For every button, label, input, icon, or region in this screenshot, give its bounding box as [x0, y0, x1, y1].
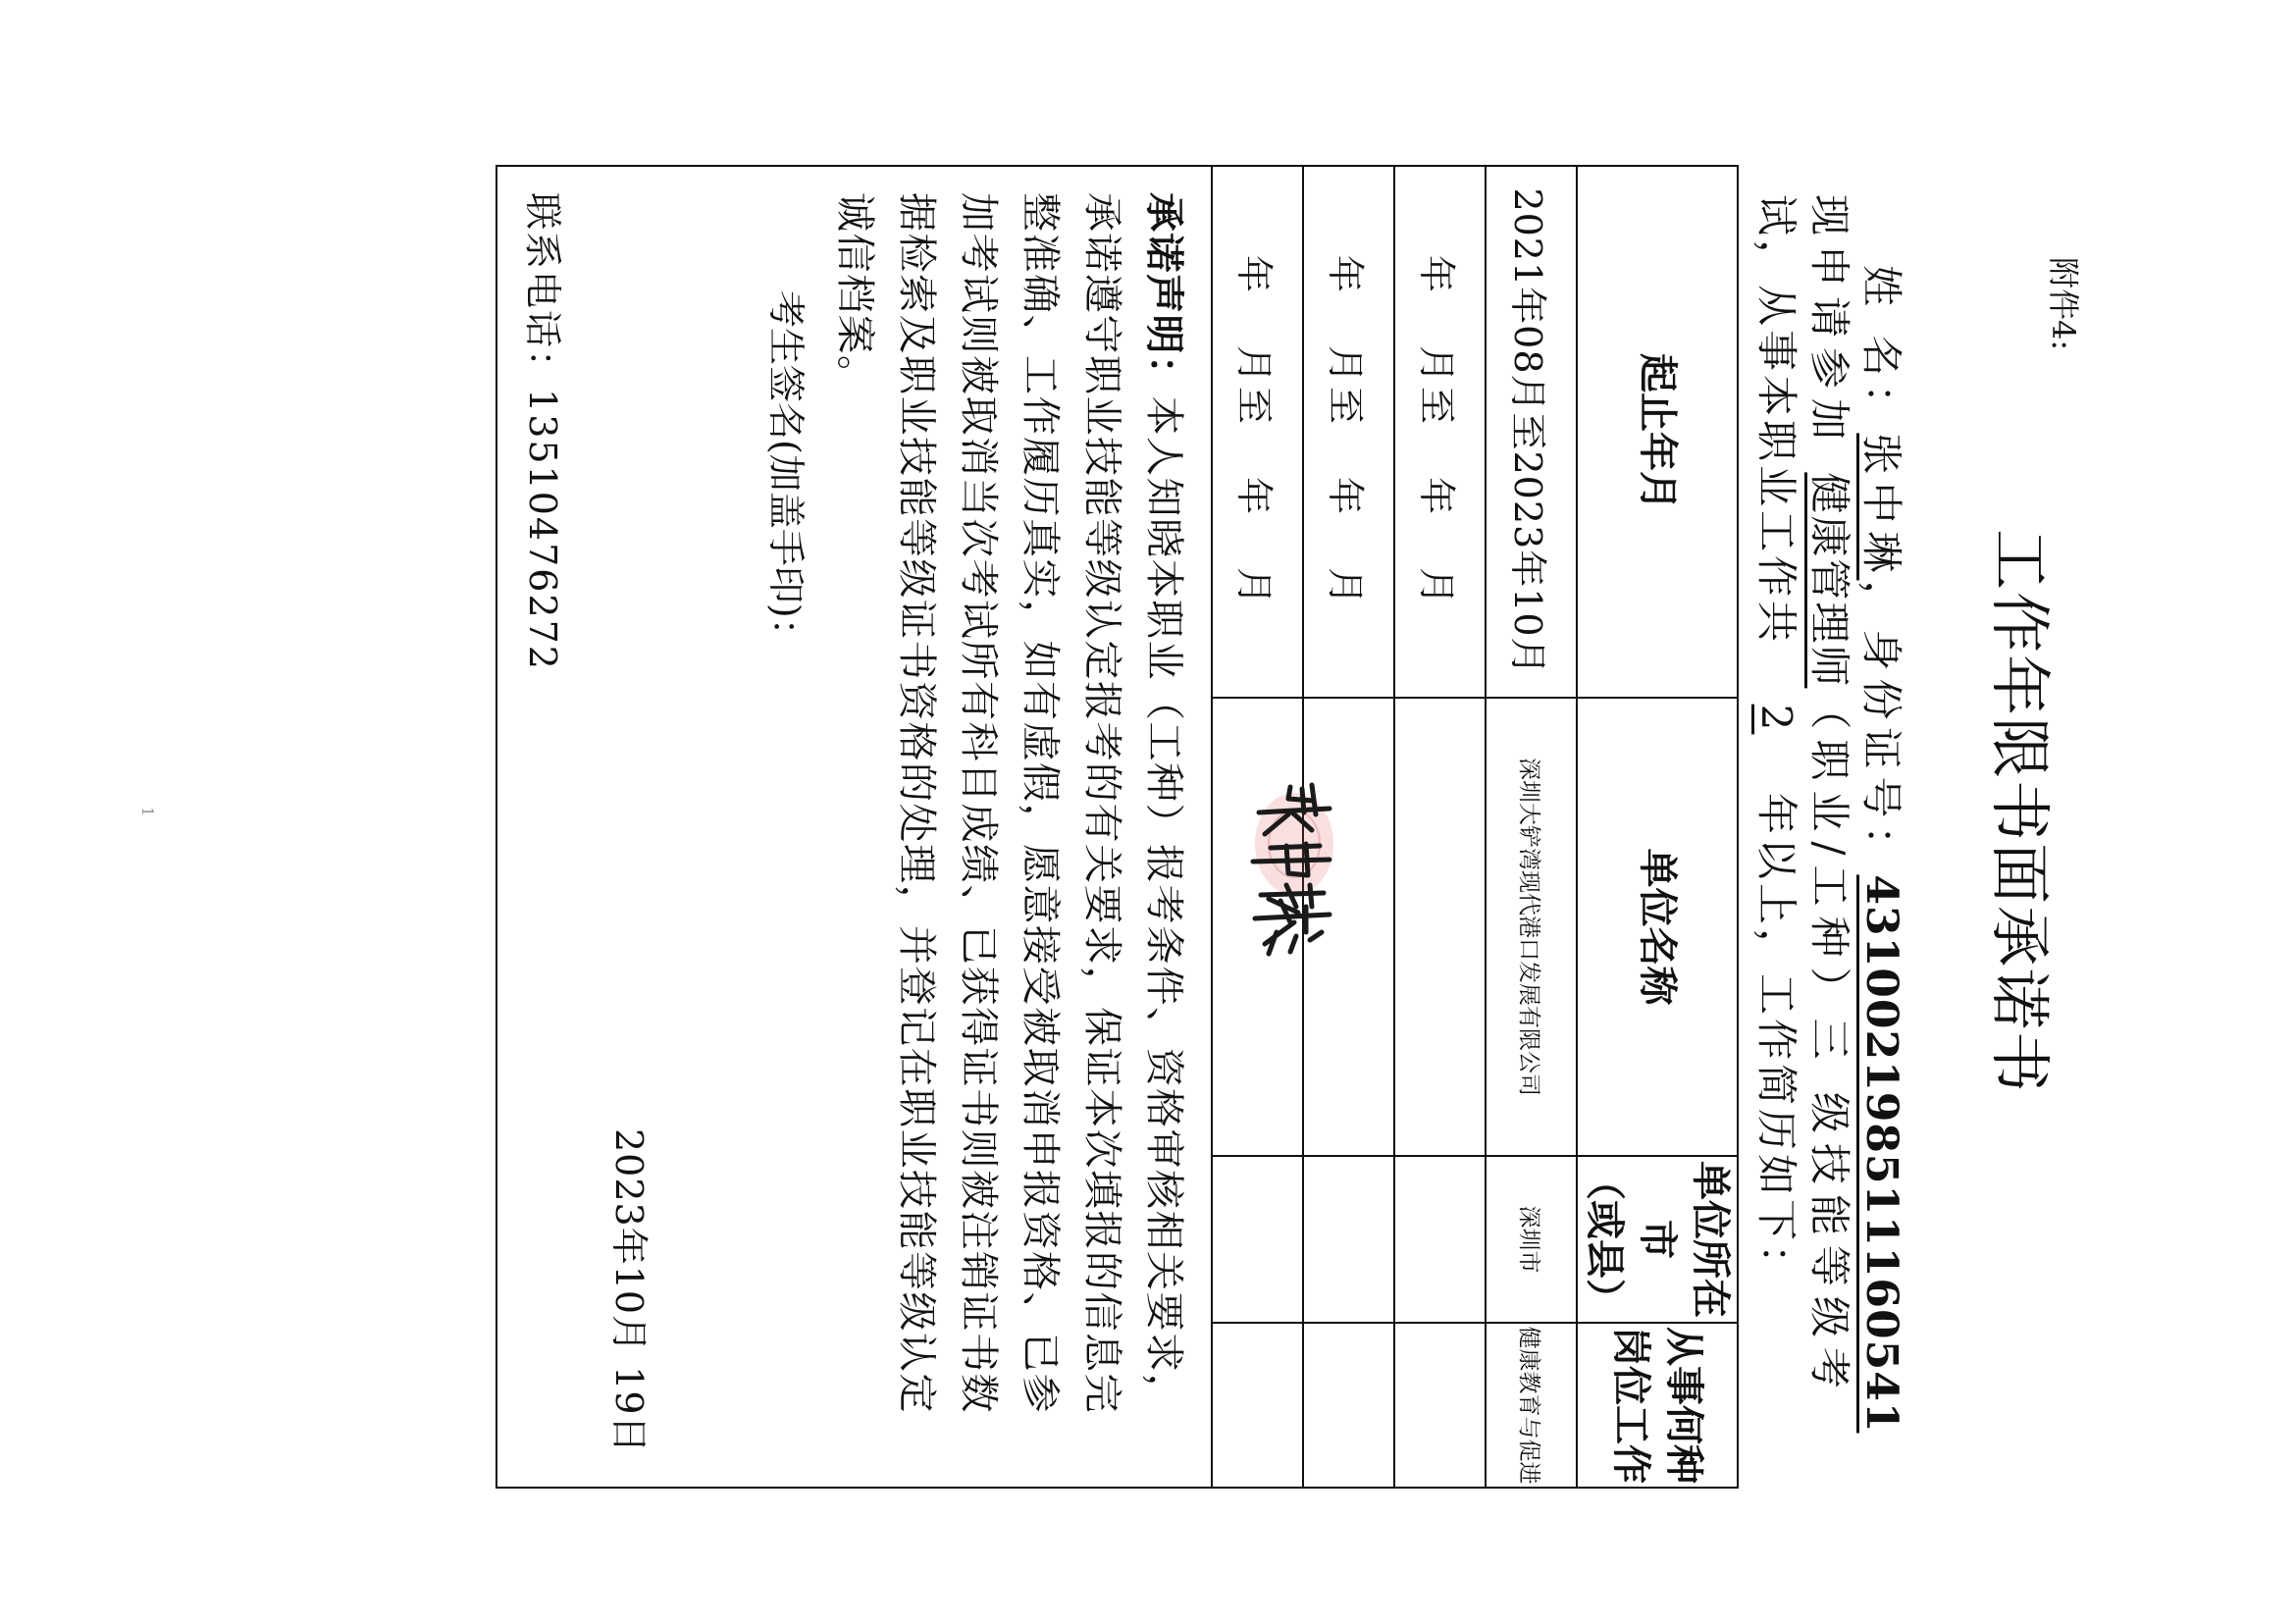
statement-row: [496, 166, 1212, 1488]
id-label: ，身份证号：: [1857, 580, 1905, 875]
document-title: 工作年限书面承诺书: [1984, 528, 2056, 1094]
page-marker: 1: [138, 807, 157, 817]
city-cell: [1212, 1156, 1303, 1323]
statement-date: 2023年10月 19日: [607, 1128, 651, 1454]
city-cell: [1303, 1156, 1394, 1323]
apply-suffix: （职业/工种）三 级技能等级考: [1805, 688, 1853, 1398]
phone-number: 13510476272: [521, 389, 564, 671]
table-row: [1394, 166, 1486, 1488]
period-cell: 年 月至 年 月: [1394, 166, 1486, 698]
company-cell: 深圳大铲湾现代港口发展有限公司: [1486, 698, 1577, 1156]
post-cell: [1303, 1323, 1394, 1488]
table-row: [1486, 166, 1577, 1488]
city-cell: [1394, 1156, 1486, 1323]
years-suffix: 年以上，工作简历如下：: [1752, 793, 1800, 1290]
header-period: 起止年月: [1577, 166, 1738, 698]
name-label: 姓 名：: [1857, 265, 1905, 434]
apply-prefix: 现申请参加: [1805, 194, 1853, 450]
statement-heading: 承诺声明：: [1141, 192, 1187, 396]
name-line: [1854, 265, 1913, 1433]
phone-label: 联系电话：: [521, 192, 564, 390]
years-prefix: 试，从事本职业工作共: [1752, 194, 1800, 647]
attachment-label: 附件4:: [2045, 257, 2082, 351]
apply-line: [1802, 194, 1861, 1398]
phone-line: [519, 192, 573, 671]
header-company: 单位名称: [1577, 698, 1738, 1156]
period-cell: 2021年08月至2023年10月: [1486, 166, 1577, 698]
company-cell: [1394, 698, 1486, 1156]
id-number: 431002198511160541: [1856, 874, 1906, 1434]
post-cell: 健康教育与促进: [1486, 1323, 1577, 1488]
table-header-row: [1577, 166, 1738, 1488]
period-cell: 年 月至 年 月: [1212, 166, 1303, 698]
signature-label: 考生签名(加盖手印)：: [764, 290, 808, 655]
statement-cell: [496, 166, 1212, 1488]
header-post: 从事何种 岗位工作: [1577, 1323, 1738, 1488]
work-history-table: [496, 165, 1739, 1489]
post-cell: [1394, 1323, 1486, 1488]
post-cell: [1212, 1323, 1303, 1488]
city-cell: 深圳市: [1486, 1156, 1577, 1323]
years-line: [1749, 194, 1808, 1289]
period-cell: 年 月至 年 月: [1303, 166, 1394, 698]
header-city: 单位所在市 （或县）: [1577, 1156, 1738, 1323]
occupation-value: 健康管理师: [1805, 472, 1853, 689]
statement-body: 本人知晓本职业（工种）报考条件、资格审核相关要求，承诺遵守职业技能等级认定报考的有关要求，保证本次填报的信息完整准确、工作履历真实，如有虚假，愿意接受被取消申报资格、已参加考试则被取消当次考试所有科目成绩、已获得证书则被注销证书数据检索及职业技能等级证书资格的处理，并登记在职业技能等级认定诚信档案。: [832, 192, 1186, 1414]
handwritten-signature: [1241, 775, 1349, 971]
statement-text: [823, 192, 1195, 1448]
name-value: 张中琳: [1857, 433, 1905, 581]
years-value: 2: [1752, 704, 1800, 735]
signature-line: [762, 290, 816, 655]
